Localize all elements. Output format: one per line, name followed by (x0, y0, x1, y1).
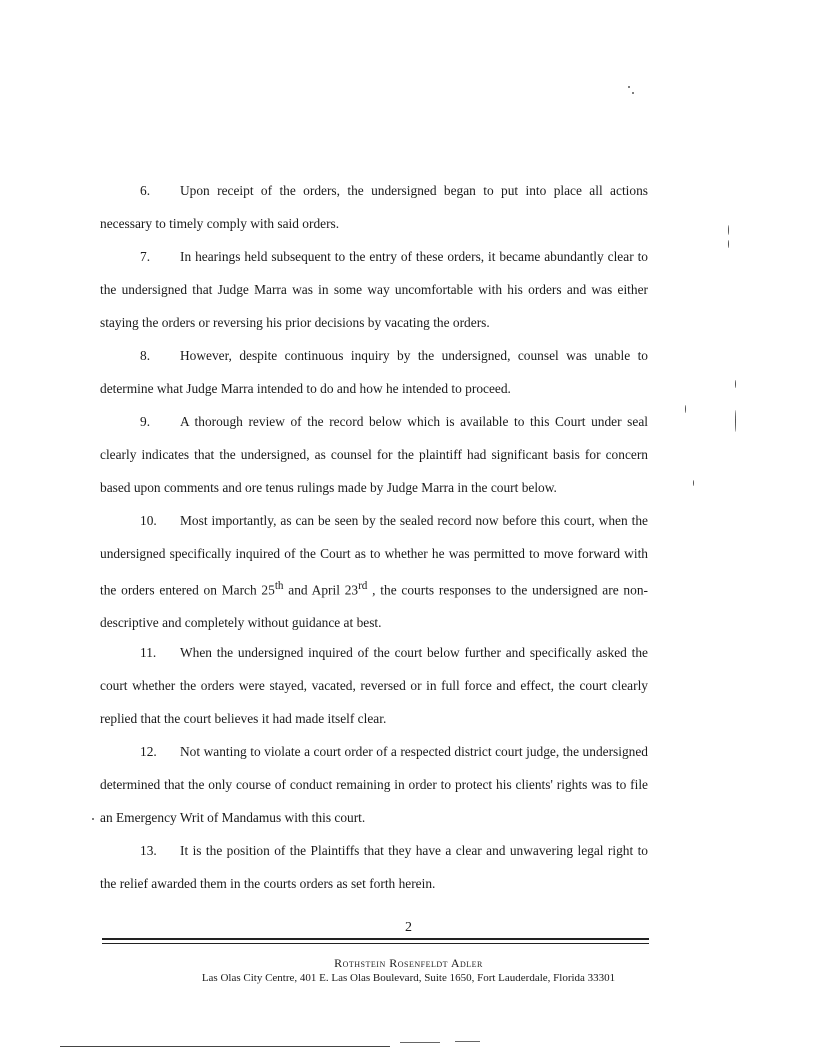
paragraph-text: Upon receipt of the orders, the undersigned began to put into place all actions necessary to timely comply with said orders. (100, 183, 648, 231)
scan-speck (685, 405, 686, 413)
paragraph-number: 11. (140, 645, 157, 660)
paragraph-text: Not wanting to violate a court order of a respected district court judge, the undersigned determined that the only course of conduct remaining in order to protect his clients' rights was to file an Emergency Writ of Mandamus with this court. (100, 744, 648, 825)
bottom-scan-mark (400, 1042, 440, 1043)
firm-address: Las Olas City Centre, 401 E. Las Olas Boulevard, Suite 1650, Fort Lauderdale, Florida 33301 (201, 972, 616, 984)
scan-speck (92, 818, 94, 820)
paragraph-7 (100, 240, 648, 339)
paragraph-number: 13. (140, 843, 157, 858)
paragraph-number: 10. (140, 513, 157, 528)
paragraph-text: When the undersigned inquired of the court below further and specifically asked the court whether the orders were stayed, vacated, reversed or in full force and effect, the court clearly replied that the court believes it had made itself clear. (100, 645, 648, 726)
paragraph-number: 6. (140, 183, 151, 198)
scan-speck (693, 480, 694, 486)
paragraph-12 (100, 735, 648, 834)
page-number: 2 (405, 920, 412, 935)
paragraph-text-part-1: Most importantly, as can be seen by the sealed record now before this court, when the undersigned specifically inquired of the Court as to whether he was permitted to move forward with the orders entered on March 25 (100, 513, 648, 598)
footer-rule-top (102, 938, 649, 940)
paragraph-6 (100, 174, 648, 240)
paragraph-text-part-3: , the courts responses to the undersigned are non-descriptive and completely without guidance at best. (100, 582, 648, 631)
firm-name: Rothstein Rosenfeldt Adler (334, 956, 483, 970)
paragraph-text-part-2: and April 23 (283, 582, 359, 598)
bottom-scan-mark (455, 1041, 480, 1042)
scan-speck (735, 410, 736, 432)
paragraph-number: 7. (140, 249, 151, 264)
bottom-scan-line (60, 1046, 390, 1047)
scan-speck (735, 380, 736, 388)
paragraph-11 (100, 636, 648, 735)
paragraph-8 (100, 339, 648, 405)
paragraph-number: 8. (140, 348, 151, 363)
superscript-rd: rd (358, 580, 368, 592)
superscript-th: th (274, 580, 284, 592)
scan-speck (728, 240, 729, 248)
paragraph-13 (100, 834, 648, 900)
paragraph-text: However, despite continuous inquiry by the undersigned, counsel was unable to determine what Judge Marra intended to do and how he intended to proceed. (100, 348, 648, 396)
scan-speck (632, 92, 634, 94)
scan-speck (728, 225, 729, 235)
paragraph-text: It is the position of the Plaintiffs that they have a clear and unwavering legal right to the relief awarded them in the courts orders as set forth herein. (100, 843, 648, 891)
paragraph-text: In hearings held subsequent to the entry of these orders, it became abundantly clear to the undersigned that Judge Marra was in some way uncomfortable with his orders and was either staying the orders or reversing his prior decisions by vacating the orders. (100, 249, 648, 330)
paragraph-number: 9. (140, 414, 151, 429)
footer-rule-bottom (102, 943, 649, 944)
paragraph-10 (100, 504, 648, 639)
paragraph-9 (100, 405, 648, 504)
paragraph-number: 12. (140, 744, 157, 759)
scan-speck (628, 86, 630, 88)
paragraph-text: A thorough review of the record below which is available to this Court under seal clearly indicates that the undersigned, as counsel for the plaintiff had significant basis for concern based upon comments and ore tenus rulings made by Judge Marra in the court below. (100, 414, 648, 495)
